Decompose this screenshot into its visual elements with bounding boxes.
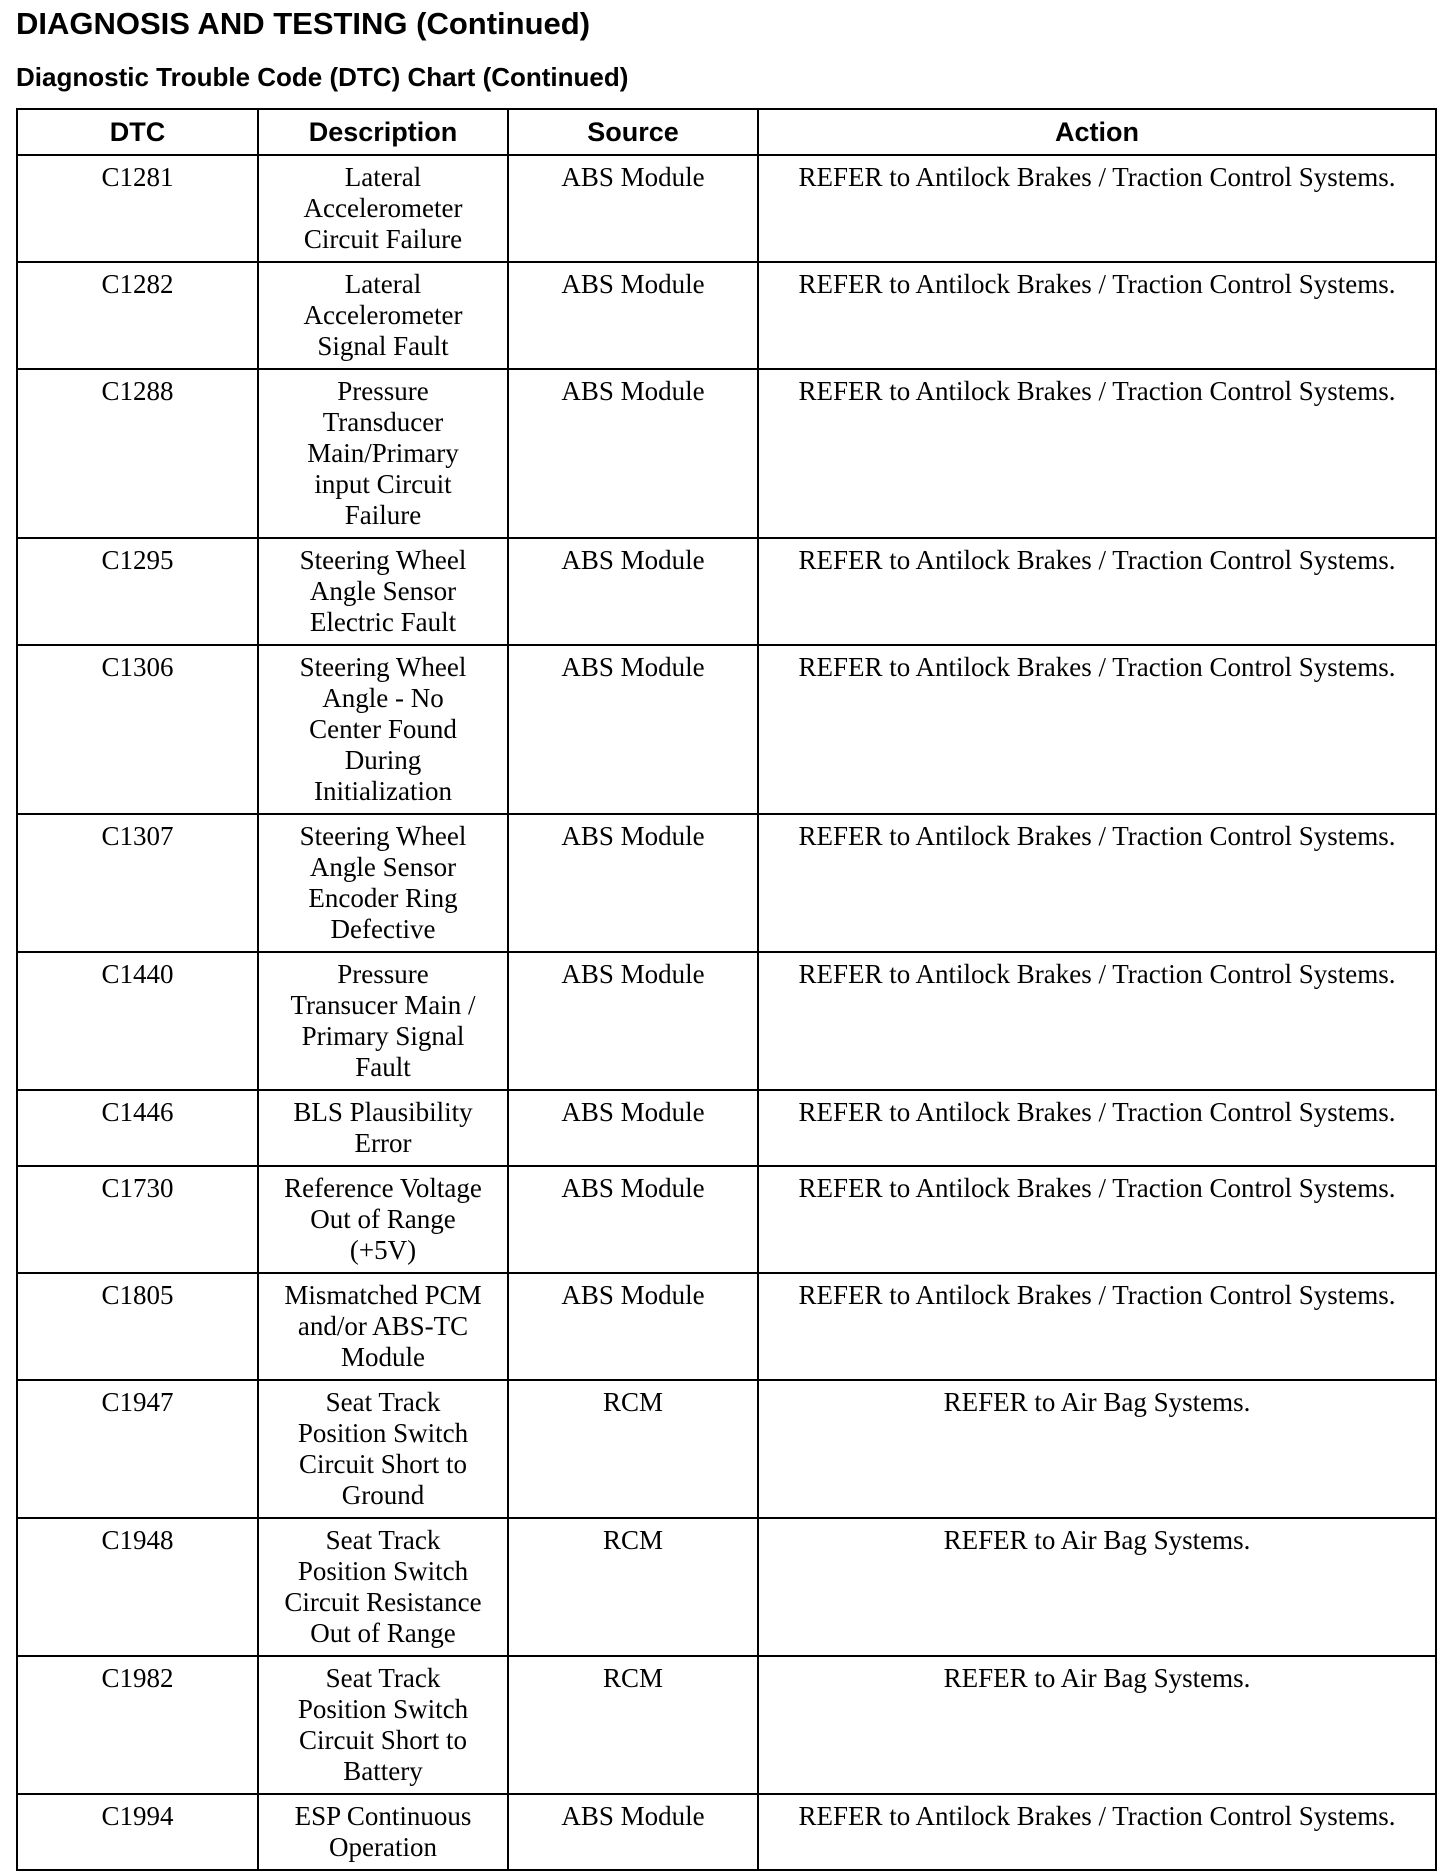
dtc-code-cell: C1730 xyxy=(17,1166,258,1273)
source-cell: ABS Module xyxy=(508,1794,758,1870)
description-cell xyxy=(258,1794,508,1870)
source-cell: RCM xyxy=(508,1518,758,1656)
source-cell: ABS Module xyxy=(508,1166,758,1273)
dtc-code-cell: C1947 xyxy=(17,1380,258,1518)
description-line: Defective xyxy=(330,914,436,944)
description-cell xyxy=(258,1518,508,1656)
description-line: Steering Wheel xyxy=(299,821,467,851)
action-cell: REFER to Antilock Brakes / Traction Control Systems. xyxy=(758,262,1436,369)
dtc-chart-table xyxy=(16,108,1437,1871)
description-line: (+5V) xyxy=(349,1235,417,1265)
description-line: ESP Continuous xyxy=(294,1801,472,1831)
description-cell xyxy=(258,538,508,645)
description-line: Error xyxy=(354,1128,412,1158)
description-line: Encoder Ring xyxy=(308,883,458,913)
table-body xyxy=(17,155,1436,1870)
description-line: Circuit Short to xyxy=(299,1725,467,1755)
description-line: Lateral xyxy=(344,269,422,299)
table-header-row xyxy=(17,109,1436,155)
section-subtitle: Diagnostic Trouble Code (DTC) Chart (Continued) xyxy=(16,62,629,92)
description-cell xyxy=(258,155,508,262)
description-line: Seat Track xyxy=(325,1663,441,1693)
description-line: Electric Fault xyxy=(309,607,457,637)
action-cell: REFER to Antilock Brakes / Traction Control Systems. xyxy=(758,369,1436,538)
action-cell: REFER to Antilock Brakes / Traction Control Systems. xyxy=(758,538,1436,645)
description-line: Battery xyxy=(343,1756,423,1786)
table-row xyxy=(17,952,1436,1090)
table-row xyxy=(17,1794,1436,1870)
description-line: Seat Track xyxy=(325,1525,441,1555)
description-line: Accelerometer xyxy=(303,300,463,330)
description-line: Ground xyxy=(341,1480,425,1510)
column-header-action: Action xyxy=(758,109,1436,155)
dtc-code-cell: C1295 xyxy=(17,538,258,645)
source-cell: ABS Module xyxy=(508,1090,758,1166)
action-cell: REFER to Antilock Brakes / Traction Control Systems. xyxy=(758,1794,1436,1870)
column-header-source: Source xyxy=(508,109,758,155)
description-cell xyxy=(258,814,508,952)
description-line: Angle Sensor xyxy=(309,852,457,882)
table-row xyxy=(17,538,1436,645)
document-page xyxy=(16,0,1436,1871)
action-cell: REFER to Antilock Brakes / Traction Control Systems. xyxy=(758,1090,1436,1166)
dtc-code-cell: C1982 xyxy=(17,1656,258,1794)
description-line: Transucer Main / xyxy=(290,990,476,1020)
table-row xyxy=(17,814,1436,952)
description-cell xyxy=(258,369,508,538)
action-cell: REFER to Air Bag Systems. xyxy=(758,1656,1436,1794)
table-row xyxy=(17,369,1436,538)
column-header-dtc: DTC xyxy=(17,109,258,155)
description-line: Transducer xyxy=(322,407,444,437)
description-line: and/or ABS-TC xyxy=(297,1311,469,1341)
description-line: Pressure xyxy=(337,959,429,989)
table-row xyxy=(17,1166,1436,1273)
source-cell: ABS Module xyxy=(508,645,758,814)
dtc-code-cell: C1994 xyxy=(17,1794,258,1870)
description-line: Reference Voltage xyxy=(284,1173,482,1203)
table-row xyxy=(17,645,1436,814)
description-cell xyxy=(258,1656,508,1794)
dtc-code-cell: C1446 xyxy=(17,1090,258,1166)
description-cell xyxy=(258,645,508,814)
description-line: Main/Primary xyxy=(307,438,459,468)
description-line: Failure xyxy=(344,500,422,530)
column-header-description: Description xyxy=(258,109,508,155)
source-cell: ABS Module xyxy=(508,369,758,538)
action-cell: REFER to Antilock Brakes / Traction Control Systems. xyxy=(758,1166,1436,1273)
table-row xyxy=(17,1273,1436,1380)
description-line: Signal Fault xyxy=(317,331,449,361)
source-cell: RCM xyxy=(508,1656,758,1794)
source-cell: ABS Module xyxy=(508,155,758,262)
description-line: Circuit Failure xyxy=(303,224,463,254)
description-line: Seat Track xyxy=(325,1387,441,1417)
description-cell xyxy=(258,1090,508,1166)
description-cell xyxy=(258,952,508,1090)
description-line: Out of Range xyxy=(310,1618,456,1648)
description-line: Steering Wheel xyxy=(299,545,467,575)
action-cell: REFER to Antilock Brakes / Traction Control Systems. xyxy=(758,952,1436,1090)
description-line: input Circuit xyxy=(314,469,452,499)
source-cell: RCM xyxy=(508,1380,758,1518)
dtc-code-cell: C1440 xyxy=(17,952,258,1090)
description-cell xyxy=(258,262,508,369)
page-title: DIAGNOSIS AND TESTING (Continued) xyxy=(16,6,591,41)
action-cell: REFER to Antilock Brakes / Traction Control Systems. xyxy=(758,155,1436,262)
description-line: Out of Range xyxy=(310,1204,456,1234)
source-cell: ABS Module xyxy=(508,262,758,369)
description-line: Angle - No xyxy=(322,683,444,713)
description-line: BLS Plausibility xyxy=(293,1097,473,1127)
description-line: Pressure xyxy=(337,376,429,406)
table-row xyxy=(17,1090,1436,1166)
dtc-code-cell: C1307 xyxy=(17,814,258,952)
description-line: Angle Sensor xyxy=(309,576,457,606)
description-line: Circuit Resistance xyxy=(284,1587,482,1617)
table-row xyxy=(17,1656,1436,1794)
source-cell: ABS Module xyxy=(508,538,758,645)
action-cell: REFER to Antilock Brakes / Traction Control Systems. xyxy=(758,1273,1436,1380)
source-cell: ABS Module xyxy=(508,814,758,952)
description-cell xyxy=(258,1273,508,1380)
source-cell: ABS Module xyxy=(508,952,758,1090)
action-cell: REFER to Air Bag Systems. xyxy=(758,1380,1436,1518)
table-row xyxy=(17,1380,1436,1518)
description-line: Primary Signal xyxy=(301,1021,465,1051)
dtc-code-cell: C1288 xyxy=(17,369,258,538)
dtc-code-cell: C1281 xyxy=(17,155,258,262)
description-line: Accelerometer xyxy=(303,193,463,223)
dtc-code-cell: C1805 xyxy=(17,1273,258,1380)
description-line: Circuit Short to xyxy=(299,1449,467,1479)
table-row xyxy=(17,1518,1436,1656)
description-line: During xyxy=(344,745,422,775)
dtc-code-cell: C1282 xyxy=(17,262,258,369)
table-row xyxy=(17,155,1436,262)
description-line: Operation xyxy=(329,1832,437,1862)
description-line: Steering Wheel xyxy=(299,652,467,682)
description-cell xyxy=(258,1380,508,1518)
dtc-code-cell: C1948 xyxy=(17,1518,258,1656)
dtc-code-cell: C1306 xyxy=(17,645,258,814)
description-line: Position Switch xyxy=(297,1556,469,1586)
table-row xyxy=(17,262,1436,369)
action-cell: REFER to Air Bag Systems. xyxy=(758,1518,1436,1656)
action-cell: REFER to Antilock Brakes / Traction Control Systems. xyxy=(758,645,1436,814)
action-cell: REFER to Antilock Brakes / Traction Control Systems. xyxy=(758,814,1436,952)
description-line: Lateral xyxy=(344,162,422,192)
description-line: Mismatched PCM xyxy=(284,1280,482,1310)
description-line: Initialization xyxy=(314,776,452,806)
description-line: Fault xyxy=(355,1052,411,1082)
description-line: Position Switch xyxy=(297,1694,469,1724)
description-line: Position Switch xyxy=(297,1418,469,1448)
description-line: Module xyxy=(341,1342,425,1372)
description-cell xyxy=(258,1166,508,1273)
description-line: Center Found xyxy=(309,714,457,744)
source-cell: ABS Module xyxy=(508,1273,758,1380)
